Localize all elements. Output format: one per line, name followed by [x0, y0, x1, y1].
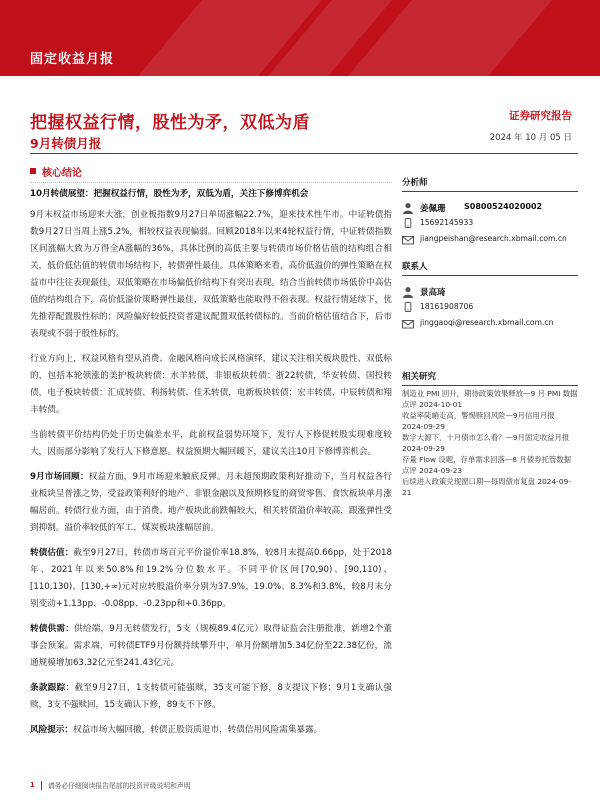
body-paragraph — [30, 207, 392, 343]
person-icon — [402, 286, 414, 298]
page-number: 1 — [30, 781, 35, 789]
section-lead: 9月市场回顾： — [30, 472, 89, 482]
contact-name: 景高琦 — [420, 288, 446, 298]
related-research-item[interactable] — [402, 432, 578, 454]
person-icon — [402, 202, 414, 214]
report-series-title: 固定收益月报 — [30, 52, 115, 67]
supply-demand-paragraph — [30, 621, 392, 672]
related-date: 2024-09-29 — [402, 444, 445, 453]
related-research-item[interactable] — [402, 410, 578, 432]
related-research-list — [402, 388, 578, 498]
page-footer — [30, 780, 578, 790]
phone-icon — [403, 218, 413, 228]
main-body — [30, 182, 392, 739]
analyst-heading: 分析师 — [402, 176, 578, 192]
risk-paragraph — [30, 722, 392, 739]
body-paragraph — [30, 427, 392, 461]
header-divider — [30, 153, 578, 154]
related-research-item[interactable] — [402, 388, 578, 410]
sidebar — [402, 176, 578, 498]
analyst-phone: 15692145933 — [420, 218, 474, 227]
report-banner — [0, 0, 600, 76]
section-text: 9月末权益市场迎来大涨，创业板指数9月27日单周涨幅22.7%，迎来技术性牛市。中证转债指数9月27日当周上涨5.2%，相较权益表现偏弱。回顾2018年以来4轮权益行情，中证转债指数区间涨幅大致为万得全A涨幅的36%，具体比例的高低主要与转债市场价格估值的结构组合相关，低价低估值的转债市场结构下，转债弹性最佳。具体策略来看，高价低溢价的弹性策略在权益市中往往表现最佳，双低策略在市场偏低价结构下有突出表现。结合当前转债市场低价中高估值的结构组合下，高价低溢价策略弹性最佳，双低策略也能取得不俗表现。权益行情延续下，优先推荐配置股性标的；风险偏好较低投资者建议配置双低转债标的。当前价格估值结合下，后市表现或不弱于股性标的。 — [30, 210, 392, 339]
related-title: 收益率陡峭走高，警惕赎回风险—9月信用月报 — [402, 411, 555, 420]
report-headline: 把握权益行情，股性为矛，双低为盾 — [30, 113, 310, 133]
related-title: 后续进入政策兑现窗口期—每周债市复盘 — [402, 477, 536, 486]
section-lead: 转债估值： — [30, 548, 74, 558]
related-date: 2024-09-29 — [402, 422, 445, 431]
section-text: 行业方向上，权益风格有望从消费、金融风格向成长风格演绎，建议关注相关板块股性、双低标的，包括本轮领涨的美护板块转债：水羊转债，非银板块转债：浙22转债，华安转债、国投转债，电子板块转债：汇成转债、利扬转债、佳禾转债，电新板块转债：宏丰转债、中辰转债和翔丰转债。 — [30, 354, 392, 415]
related-date: 2024-09-23 — [419, 466, 463, 475]
section-lead: 条款跟踪： — [30, 683, 75, 693]
core-conclusion-heading — [30, 163, 82, 179]
report-subtitle: 9月转债月报 — [30, 136, 102, 151]
section-lead: 10月转债展望：把握权益行情，股性为矛，双低为盾，关注下修博弈机会 — [30, 189, 309, 199]
report-date: 2024 年 10 月 05 日 — [489, 133, 572, 143]
footer-separator — [41, 781, 42, 790]
mail-icon — [402, 318, 414, 330]
analyst-card — [402, 198, 578, 256]
mail-icon — [402, 234, 414, 246]
analyst-email[interactable]: jiangpeishan@research.xbmail.com.cn — [420, 234, 567, 243]
section-text: 权益市场大幅回撤，转债正股资质退市，转债信用风险需集暴露。 — [72, 725, 323, 735]
related-research-item[interactable] — [402, 476, 578, 498]
section-lead: 风险提示： — [30, 725, 73, 735]
outlook-paragraph — [30, 186, 392, 203]
valuation-paragraph — [30, 545, 392, 613]
section-text: 供给端，9月无转债发行，5支（规模89.4亿元）取得证监会注册批准，新增2个董事会预案。需求端，可转债ETF9月份额持续攀升中，单月份额增加5.34亿份至22.38亿份，流通规模增加63.32亿元至241.43亿元。 — [30, 624, 392, 668]
phone-icon — [403, 302, 413, 312]
analyst-cert-number: S0800524020002 — [464, 202, 543, 211]
section-text: 权益方面，9月市场迎来触底反弹。月末超预期政策利好推动下，当月权益各行业板块呈普涨之势，受益政策利好的地产、非银金融以及预期修复的商贸零售、食饮板块单月涨幅居前。转债行业方面，由于消费、地产板块此前跌幅较大，相关转债溢价率较高，跟涨弹性受到抑制。溢价率较低的军工、煤炭板块涨幅居前。 — [30, 472, 392, 533]
section-lead: 转债供需： — [30, 624, 75, 634]
related-research-heading: 相关研究 — [402, 370, 578, 386]
related-research-item[interactable] — [402, 454, 578, 476]
body-paragraph — [30, 351, 392, 419]
footer-disclaimer: 请务必仔细阅读报告尾部的投资评级说明和声明 — [47, 782, 191, 790]
related-title: 数字大源下，十月债市怎么看？—9月固定收益月报 — [402, 433, 570, 442]
related-date: 2024-09-21 — [402, 477, 571, 497]
section-text: 截至9月27日，1支转债可能强赎，35支可能下修，8支提议下修；9月1支确认强赎，3支不强赎回，15支确认下修，89支不下修。 — [30, 683, 392, 710]
square-bullet-icon — [30, 168, 36, 174]
market-review-paragraph — [30, 469, 392, 537]
related-title: 存量 Flow 设题，存单需求回落—8 月债券托管数据点评 — [402, 455, 572, 475]
related-title: 制造业 PMI 回升，期待政策效果释放—9 月 PMI 数据点评 — [402, 389, 578, 409]
section-text: 当前转债平价结构仍处于历史偏差水平，此前权益弱势环境下，发行人下修促转股实现难度较大，因而部分影响了发行人下修意愿。权益预期大幅回暖下，建议关注10月下修博弈机会。 — [30, 430, 392, 457]
contact-heading: 联系人 — [402, 260, 578, 276]
report-type-label: 证券研究报告 — [509, 110, 572, 122]
contact-email[interactable]: jinggaoqi@research.xbmail.com.cn — [420, 318, 554, 327]
related-date: 2024-10-01 — [419, 400, 463, 409]
clause-tracking-paragraph — [30, 680, 392, 714]
analyst-name: 姜佩珊 — [420, 204, 446, 214]
core-conclusion-label: 核心结论 — [42, 167, 82, 179]
contact-phone: 18161908706 — [420, 302, 474, 311]
contact-card — [402, 282, 578, 340]
section-text: 截至9月27日，转债市场百元平价溢价率18.8%，较8月末提高0.66pp，处于2018年、2021年以来50.8%和19.2%分位数水平。不同平价区间[70,90)、[90,110)、[110,130)、[130,+∞)元对应转股溢价率分别为37.9%、19.0%、8.3%和3.8%，较8月末分别变动+1.13pp、-0.08pp、-0.23pp和+0.36pp。 — [30, 548, 392, 609]
